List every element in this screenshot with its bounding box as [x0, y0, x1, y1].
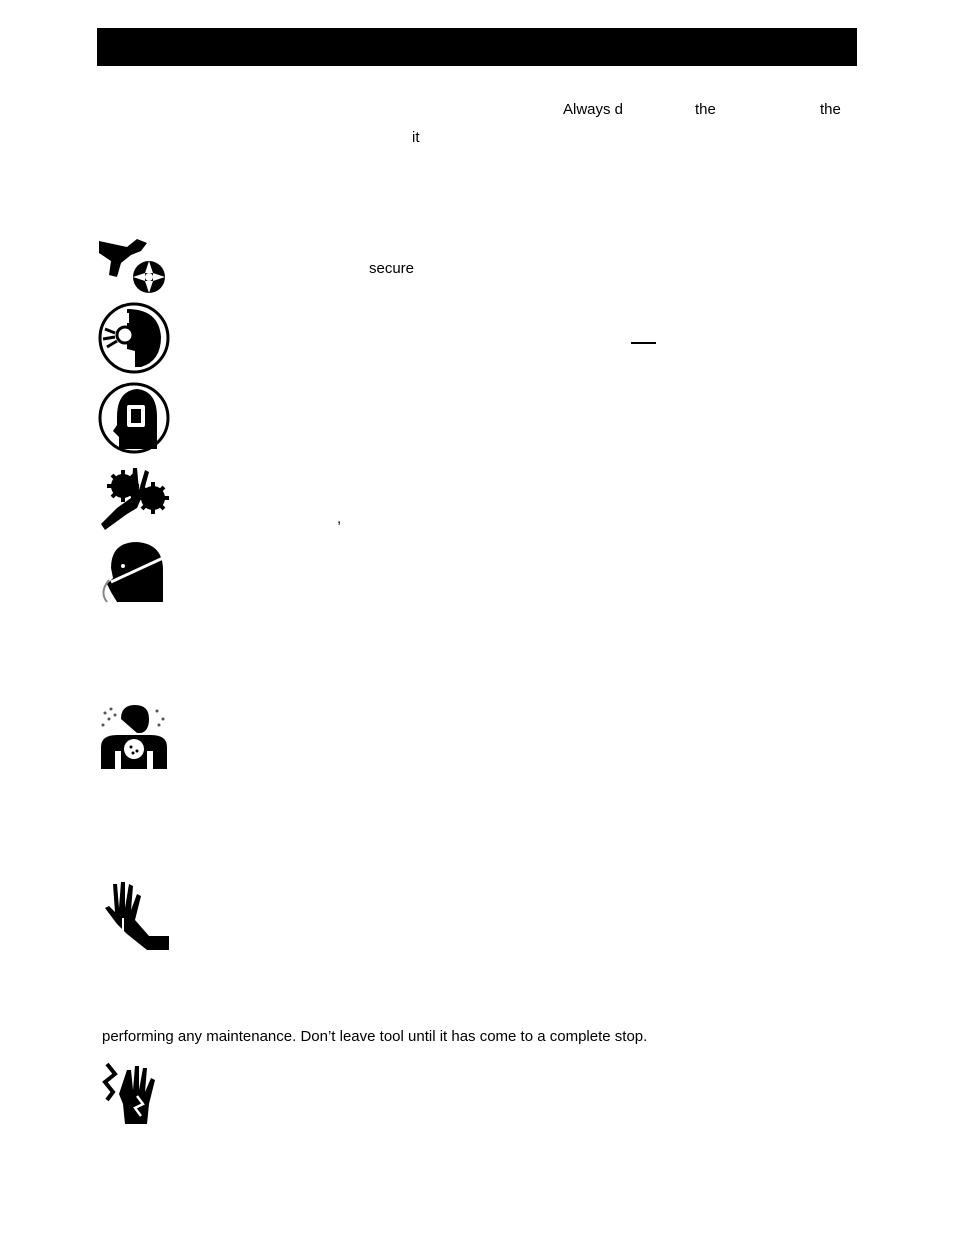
- fragment-comma: ,: [337, 510, 342, 527]
- underline-mark: [631, 342, 656, 344]
- dust-mask-icon: [97, 537, 171, 611]
- intro-fragment-the-2: the: [820, 101, 841, 118]
- electric-shock-hand-icon: [97, 1056, 171, 1130]
- maintenance-text: performing any maintenance. Don’t leave tool until it has come to a complete stop.: [102, 1028, 648, 1045]
- hand-fan-blade-icon: [97, 228, 171, 302]
- hand-cut-hazard-icon: [97, 878, 171, 952]
- face-shield-icon: [97, 381, 171, 455]
- eye-protection-icon: [97, 301, 171, 375]
- intro-fragment-the: the: [695, 101, 716, 118]
- fragment-secure: secure: [369, 260, 415, 277]
- hand-gears-pinch-icon: [97, 462, 171, 536]
- intro-fragment-always: Always d: [563, 101, 624, 118]
- respiratory-hazard-icon: [97, 700, 171, 774]
- section-header-bar: [97, 28, 857, 66]
- intro-fragment-it: it: [412, 129, 420, 146]
